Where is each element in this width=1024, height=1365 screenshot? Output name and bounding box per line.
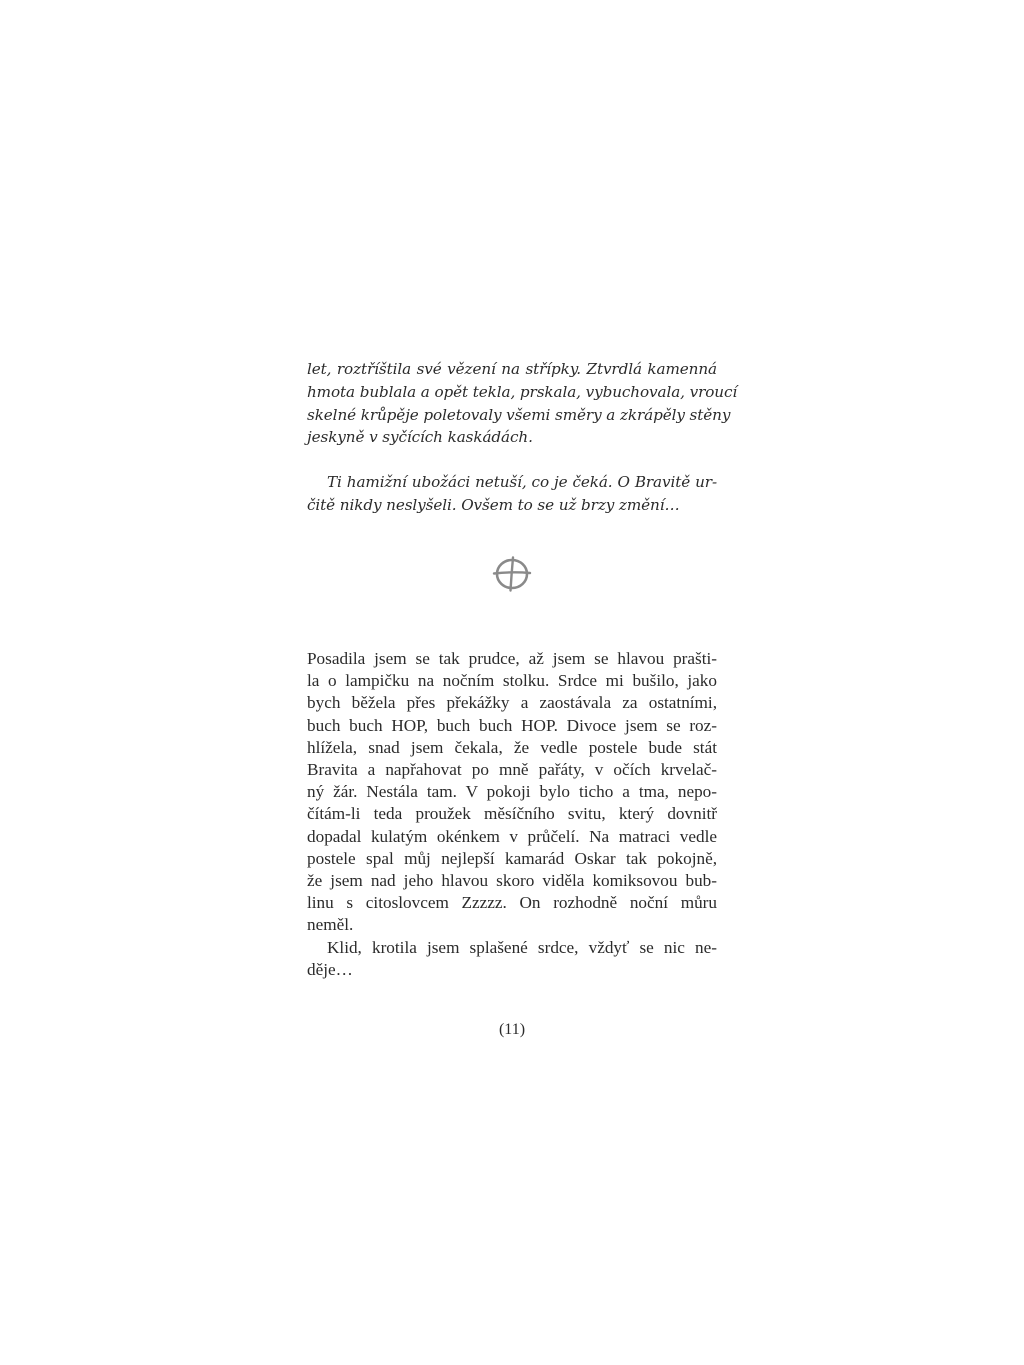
text-line: Posadila jsem se tak prudce, až jsem se hlavou prašti- bbox=[307, 649, 717, 668]
text-line: čitě nikdy neslyšeli. Ovšem to se už brzy změní… bbox=[307, 495, 680, 514]
text-line: buch buch HOP, buch buch HOP. Divoce jsem se roz- bbox=[307, 715, 717, 735]
italic-paragraph-1 bbox=[307, 358, 738, 449]
text-line: dopadal kulatým okénkem v průčelí. Na matraci vedle bbox=[307, 826, 717, 846]
body-paragraph-2 bbox=[307, 937, 717, 981]
page-number: (11) bbox=[498, 1021, 526, 1038]
italic-paragraph-2 bbox=[307, 471, 717, 517]
text-line: děje… bbox=[307, 959, 353, 979]
text-line: Bravita a napřahovat po mně pařáty, v očích krvelač- bbox=[307, 760, 717, 780]
text-line: ný žár. Nestála tam. V pokoji bylo ticho a tma, nepo- bbox=[307, 782, 717, 802]
text-line: la o lampičku na nočním stolku. Srdce mi bušilo, jako bbox=[307, 671, 717, 691]
text-line: Ti hamižní ubožáci netuší, co je čeká. O Bravitě ur- bbox=[327, 473, 717, 491]
text-line: postele spal můj nejlepší kamarád Oskar tak pokojně, bbox=[307, 848, 717, 868]
crosshair-circle-ornament-icon bbox=[492, 556, 532, 592]
text-line: neměl. bbox=[307, 915, 354, 935]
text-line: hlížela, snad jsem čekala, že vedle postele bude stát bbox=[307, 737, 717, 757]
text-line: čítám-li teda proužek měsíčního svitu, který dovnitř bbox=[307, 804, 717, 824]
text-line: let, roztříštila své vězení na střípky. Ztvrdlá kamenná bbox=[307, 360, 717, 378]
text-line: jeskyně v syčících kaskádách. bbox=[307, 428, 533, 447]
text-line: Klid, krotila jsem splašené srdce, vždyť se nic ne- bbox=[327, 937, 717, 957]
body-text bbox=[307, 648, 717, 981]
text-line: linu s citoslovcem Zzzzz. On rozhodně noční můru bbox=[307, 893, 717, 913]
text-line: bych běžela přes překážky a zaostávala za ostatními, bbox=[307, 693, 717, 713]
text-line: že jsem nad jeho hlavou skoro viděla komiksovou bub- bbox=[307, 871, 717, 891]
text-line: hmota bublala a opět tekla, prskala, vybuchovala, vroucí bbox=[307, 382, 738, 401]
text-line: skelné krůpěje poletovaly všemi směry a zkrápěly stěny bbox=[307, 405, 731, 424]
body-paragraph-1 bbox=[307, 648, 717, 937]
